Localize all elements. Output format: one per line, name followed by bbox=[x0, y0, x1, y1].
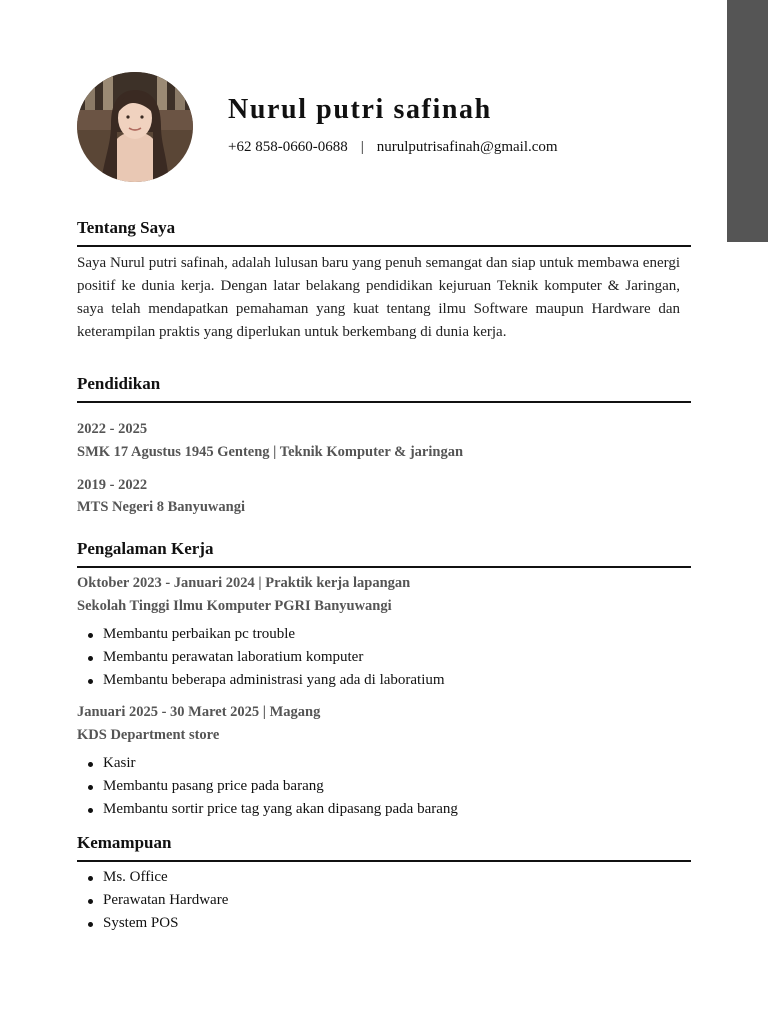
experience-period: Oktober 2023 - Januari 2024 | Praktik kerja lapangan bbox=[77, 575, 411, 591]
education-years: 2022 - 2025 bbox=[77, 421, 148, 437]
about-section-title: Tentang Saya bbox=[77, 217, 691, 247]
list-item: Perawatan Hardware bbox=[84, 889, 228, 912]
education-school: SMK 17 Agustus 1945 Genteng | Teknik Komputer & jaringan bbox=[77, 444, 464, 460]
list-item: System POS bbox=[84, 912, 228, 935]
about-text: Saya Nurul putri safinah, adalah lulusan baru yang penuh semangat dan siap untuk membawa energi positif ke dunia kerja. Dengan latar belakang pendidikan kejuruan Teknik komputer & Jaringan, saya telah mendapatkan pemahaman yang kuat tentang ilmu Software maupun Hardware dan keterampilan praktis yang diperlukan untuk berkembang di dunia kerja. bbox=[77, 255, 680, 340]
experience-place: Sekolah Tinggi Ilmu Komputer PGRI Banyuwangi bbox=[77, 598, 392, 614]
list-item: Membantu beberapa administrasi yang ada di laboratium bbox=[84, 669, 445, 692]
email-address: nurulputrisafinah@gmail.com bbox=[376, 139, 558, 155]
contact-separator: | bbox=[360, 139, 364, 155]
list-item: Kasir bbox=[84, 752, 458, 775]
experience-task-list bbox=[84, 752, 458, 821]
list-item: Membantu pasang price pada barang bbox=[84, 775, 458, 798]
education-years: 2019 - 2022 bbox=[77, 477, 148, 493]
profile-photo bbox=[77, 72, 193, 182]
list-item: Membantu sortir price tag yang akan dipasang pada barang bbox=[84, 798, 458, 821]
experience-period: Januari 2025 - 30 Maret 2025 | Magang bbox=[77, 704, 321, 720]
scroll-thumb[interactable] bbox=[727, 0, 768, 242]
phone-number: +62 858-0660-0688 bbox=[228, 139, 348, 155]
education-school: MTS Negeri 8 Banyuwangi bbox=[77, 499, 245, 515]
contact-line bbox=[228, 137, 558, 157]
skills-section-title: Kemampuan bbox=[77, 832, 691, 862]
skills-list bbox=[84, 866, 228, 935]
person-name: Nurul putri safinah bbox=[228, 94, 492, 125]
list-item: Membantu perbaikan pc trouble bbox=[84, 623, 445, 646]
experience-section-title: Pengalaman Kerja bbox=[77, 538, 691, 568]
list-item: Membantu perawatan laboratium komputer bbox=[84, 646, 445, 669]
education-section-title: Pendidikan bbox=[77, 373, 691, 403]
experience-place: KDS Department store bbox=[77, 727, 220, 743]
experience-task-list bbox=[84, 623, 445, 692]
list-item: Ms. Office bbox=[84, 866, 228, 889]
